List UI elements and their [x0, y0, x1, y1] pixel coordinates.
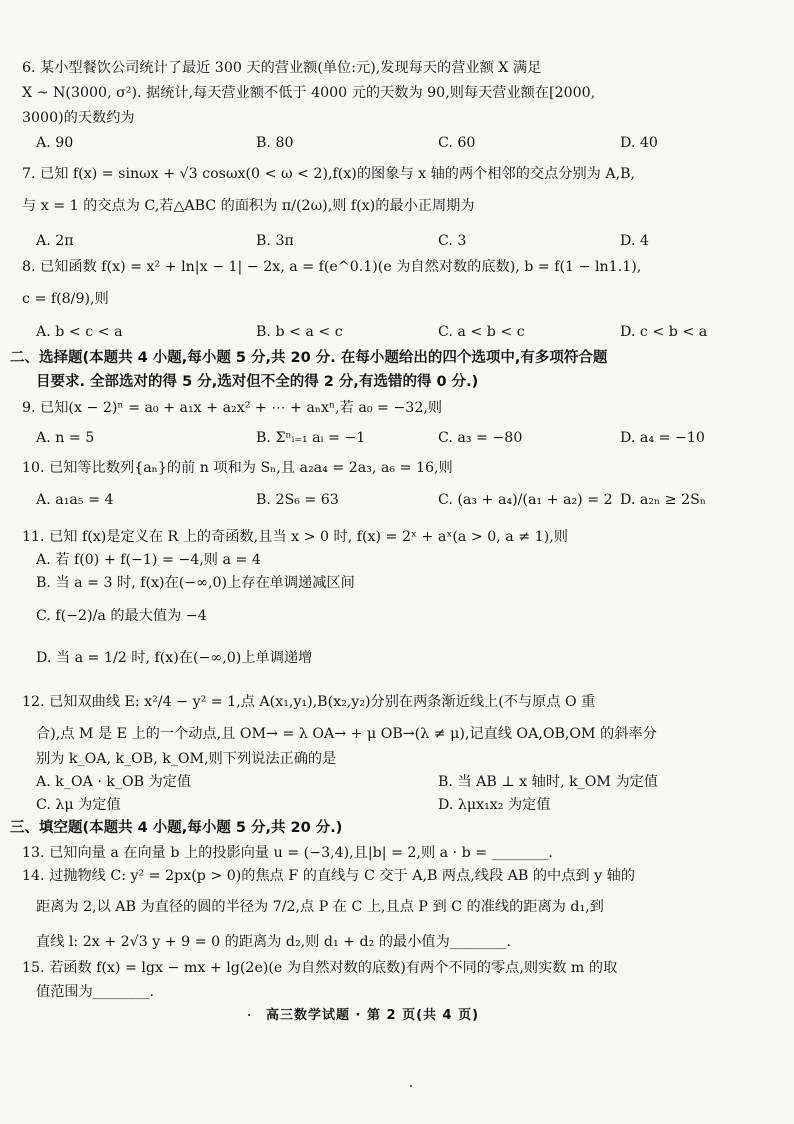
q8-option-d: D. c < b < a [620, 324, 708, 340]
q8-option-c: C. a < b < c [438, 324, 525, 340]
q9-option-b: B. Σⁿᵢ₌₁ aᵢ = −1 [256, 430, 366, 446]
section-3-heading: 三、填空题(本题共 4 小题,每小题 5 分,共 20 分.) [10, 820, 343, 836]
q13-line: 13. 已知向量 a 在向量 b 上的投影向量 u = (−3,4),且|b| = 2,则 a · b = ________. [22, 845, 553, 861]
q6-line-1: 6. 某小型餐饮公司统计了最近 300 天的营业额(单位:元),发现每天的营业额 X 满足 [22, 60, 542, 76]
q7-option-c: C. 3 [438, 233, 467, 249]
q10-option-a: A. a₁a₅ = 4 [36, 492, 114, 508]
section-2-heading-line-1: 二、选择题(本题共 4 小题,每小题 5 分,共 20 分. 在每小题给出的四个选项中,有多项符合题 [10, 350, 608, 366]
q6-line-2: X ~ N(3000, σ²). 据统计,每天营业额不低于 4000 元的天数为 90,则每天营业额在[2000, [22, 85, 596, 101]
q10-line-1: 10. 已知等比数列{aₙ}的前 n 项和为 Sₙ,且 a₂a₄ = 2a₃, a₆ = 16,则 [22, 460, 453, 476]
scan-speck [410, 1085, 412, 1087]
q6-option-c: C. 60 [438, 135, 476, 151]
q8-line-2: c = f(8/9),则 [22, 291, 109, 307]
q12-option-d: D. λμx₁x₂ 为定值 [438, 797, 551, 813]
q8-option-b: B. b < a < c [256, 324, 343, 340]
q9-option-d: D. a₄ = −10 [620, 430, 705, 446]
q15-line-1: 15. 若函数 f(x) = lgx − mx + lg(2e)(e 为自然对数的底数)有两个不同的零点,则实数 m 的取 [22, 960, 618, 976]
q7-option-a: A. 2π [36, 233, 74, 249]
q9-line-1: 9. 已知(x − 2)ⁿ = a₀ + a₁x + a₂x² + ⋯ + aₙxⁿ,若 a₀ = −32,则 [22, 400, 443, 416]
page-footer: 高三数学试题 · 第 2 页(共 4 页) [266, 1008, 480, 1023]
q8-option-a: A. b < c < a [36, 324, 123, 340]
q7-option-b: B. 3π [256, 233, 294, 249]
q6-option-a: A. 90 [36, 135, 74, 151]
q14-line-3: 直线 l: 2x + 2√3 y + 9 = 0 的距离为 d₂,则 d₁ + d₂ 的最小值为________. [36, 934, 512, 950]
q12-line-3: 别为 k_OA, k_OB, k_OM,则下列说法正确的是 [36, 751, 337, 767]
q15-line-2: 值范围为________. [36, 984, 155, 1000]
q11-option-d: D. 当 a = 1/2 时, f(x)在(−∞,0)上单调递增 [36, 650, 313, 666]
q11-option-b: B. 当 a = 3 时, f(x)在(−∞,0)上存在单调递减区间 [36, 575, 355, 591]
q10-option-d: D. a₂ₙ ≥ 2Sₙ [620, 492, 706, 508]
q6-line-3: 3000)的天数约为 [22, 110, 135, 126]
q7-line-1: 7. 已知 f(x) = sinωx + √3 cosωx(0 < ω < 2),f(x)的图象与 x 轴的两个相邻的交点分别为 A,B, [22, 166, 636, 182]
q12-line-2: 合),点 M 是 E 上的一个动点,且 OM→ = λ OA→ + μ OB→(λ ≠ μ),记直线 OA,OB,OM 的斜率分 [36, 726, 657, 742]
q10-option-b: B. 2S₆ = 63 [256, 492, 339, 508]
section-2-heading-line-2: 目要求. 全部选对的得 5 分,选对但不全的得 2 分,有选错的得 0 分.) [36, 374, 479, 390]
q9-option-a: A. n = 5 [36, 430, 95, 446]
q6-option-d: D. 40 [620, 135, 658, 151]
q6-option-b: B. 80 [256, 135, 294, 151]
q11-option-c: C. f(−2)/a 的最大值为 −4 [36, 608, 207, 624]
q12-option-c: C. λμ 为定值 [36, 797, 121, 813]
q9-option-c: C. a₃ = −80 [438, 430, 523, 446]
q11-line-1: 11. 已知 f(x)是定义在 R 上的奇函数,且当 x > 0 时, f(x) = 2ˣ + aˣ(a > 0, a ≠ 1),则 [22, 529, 568, 545]
q12-option-a: A. k_OA · k_OB 为定值 [36, 774, 192, 790]
q7-option-d: D. 4 [620, 233, 649, 249]
q12-line-1: 12. 已知双曲线 E: x²/4 − y² = 1,点 A(x₁,y₁),B(x₂,y₂)分别在两条渐近线上(不与原点 O 重 [22, 694, 596, 710]
q11-option-a: A. 若 f(0) + f(−1) = −4,则 a = 4 [36, 552, 261, 568]
q14-line-1: 14. 过抛物线 C: y² = 2px(p > 0)的焦点 F 的直线与 C 交于 A,B 两点,线段 AB 的中点到 y 轴的 [22, 868, 636, 884]
scan-speck [248, 1014, 250, 1016]
q8-line-1: 8. 已知函数 f(x) = x² + ln|x − 1| − 2x, a = f(e^0.1)(e 为自然对数的底数), b = f(1 − ln1.1), [22, 259, 642, 275]
q7-line-2: 与 x = 1 的交点为 C,若△ABC 的面积为 π/(2ω),则 f(x)的最小正周期为 [22, 198, 475, 214]
q14-line-2: 距离为 2,以 AB 为直径的圆的半径为 7/2,点 P 在 C 上,且点 P 到 C 的准线的距离为 d₁,到 [36, 899, 604, 915]
q10-option-c: C. (a₃ + a₄)/(a₁ + a₂) = 2 [438, 492, 613, 508]
q12-option-b: B. 当 AB ⊥ x 轴时, k_OM 为定值 [438, 774, 659, 790]
